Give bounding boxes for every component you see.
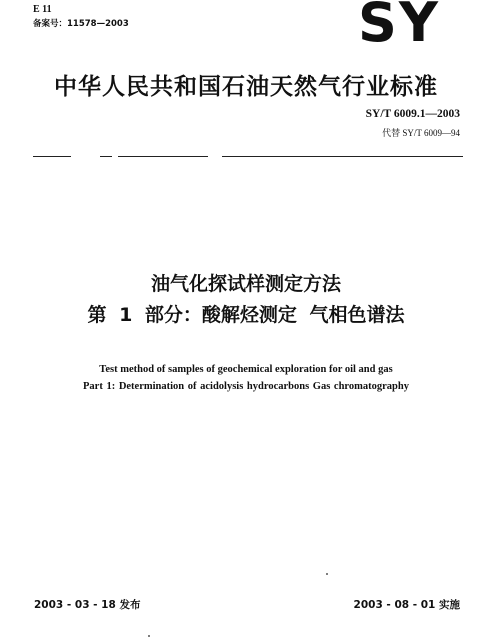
header-rule-segment-3 xyxy=(118,156,208,157)
title-english-line-1: Test method of samples of geochemical exploration for oil and gas xyxy=(99,364,393,375)
title-chinese-line-2: 第 1 部分：酸解烃测定 气相色谱法 xyxy=(87,304,405,326)
header-rule-segment-1 xyxy=(33,156,71,157)
replaces-standard: 代替 SY/T 6009—94 xyxy=(382,128,460,138)
issue-date: 2003 - 03 - 18 发布 xyxy=(34,599,141,611)
title-chinese-line-1: 油气化探试样测定方法 xyxy=(150,273,341,295)
scan-speck xyxy=(148,635,150,637)
header-rule-segment-2 xyxy=(100,156,112,157)
sy-logo: SY xyxy=(358,0,440,54)
title-english-line-2: Part 1: Determination of acidolysis hydrocarbons Gas chromatography xyxy=(83,381,409,392)
implementation-date: 2003 - 08 - 01 实施 xyxy=(353,599,460,611)
issuing-organization-title: 中华人民共和国石油天然气行业标准 xyxy=(54,74,438,100)
ics-code: E 11 xyxy=(33,4,52,15)
standard-number: SY/T 6009.1—2003 xyxy=(365,108,460,120)
scan-speck xyxy=(326,573,328,575)
filing-number: 备案号：11578—2003 xyxy=(33,19,129,29)
header-rule-segment-4 xyxy=(222,156,463,157)
